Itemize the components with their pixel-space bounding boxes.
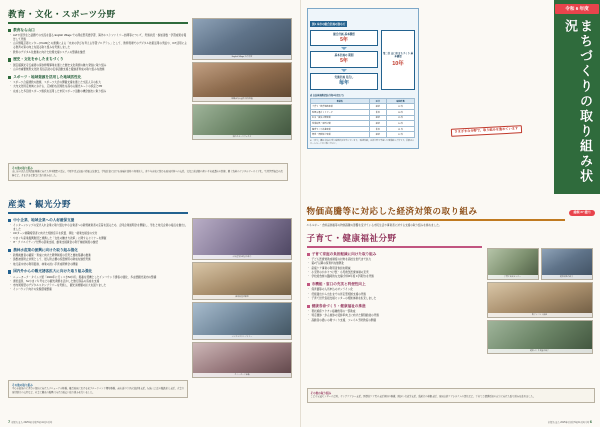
masthead-title: まちづくりの取り組み状況 — [563, 18, 593, 184]
bullet-square-icon — [8, 249, 11, 252]
block-childcare-burden — [307, 252, 482, 279]
flow-step-label: 基本計画の 期間 — [334, 54, 354, 58]
table-cell: 新規 — [369, 126, 387, 132]
side-label: 第二次 山口市まちづくり 基本構想 — [383, 52, 413, 59]
photo-caption: 健康づくり教室の様子 — [488, 349, 592, 353]
bullet-square-icon — [8, 58, 11, 61]
block-health — [307, 304, 482, 323]
list-item: ・ IT・クリエイティブ分野の起業支援、創業支援資金の利子補給制度の継続 — [13, 241, 188, 245]
bullet-list — [8, 81, 188, 93]
block-heading: 健康寿命づくり・健康福祉の推進 — [311, 303, 366, 308]
photo-caption: 新規就農者研修 — [193, 295, 291, 299]
list-item: ・ 地元産木材の利用促進、林業の担い手育成研修会の開催 — [13, 263, 188, 267]
list-item: ・ 山口市重要無形文化財 民俗芸能の伝承活動支援と後継者育成の取り組みを推進 — [13, 68, 188, 72]
table-cell: 14 件 — [387, 121, 415, 127]
note-body: 中心市街地のにぎわい創出に向けたリニューアル整備、離島地域における光ブロードバンド環境整備、商店街の空き店舗活用支援、伝統工芸品の販路拡大支援、企業立地奨励金の交付など、産業と観光の振興に向けた幅広い取り組みを行いました。 — [12, 388, 184, 394]
block-heading: 教育なら山口 — [13, 28, 35, 32]
list-item: ・ ALTや留学生と話題での交流を図る English Village での滞在型英語学習、海外ホストファミリー訪問等について、実施状況・参加者数・学習成果を報告して実施 — [13, 34, 188, 42]
flow-step-value: 5年 — [340, 58, 348, 65]
photo-caption: 健康相談の様子 — [542, 275, 592, 279]
list-item: ・ 産後ケア事業の利用者負担を軽減 — [312, 267, 482, 271]
flow-step — [310, 51, 378, 68]
chart-panel-heading: 図1 本市の総合計画の進め方 — [312, 22, 346, 26]
table-cell: 防災・減災対策事業 — [311, 115, 370, 121]
table-cell: 22 件 — [387, 104, 415, 110]
bullet-square-icon — [8, 270, 11, 273]
page-number: 6 — [589, 419, 592, 424]
list-item: ・ 保育園等の入所申込のオンライン化 — [312, 288, 482, 292]
block-sports — [8, 75, 188, 94]
block-education-yamaguchi — [8, 28, 188, 54]
photo — [487, 248, 539, 280]
list-item: ・ インバウンド向けの免税環境整備 — [13, 288, 188, 292]
table-col-header: 取組件数 — [387, 98, 415, 104]
side-value: 10年 — [392, 61, 404, 68]
list-item: ・ やまぐち産業振興財団と連携した「女性の働き方改革」に関するセミナーを開催 — [13, 237, 188, 241]
photo — [192, 342, 292, 378]
list-item: ・ 学校給食費の臨時的な支援(令和6年度 1学期分)を実施 — [312, 275, 482, 279]
bullet-list — [8, 276, 188, 293]
photo — [192, 262, 292, 300]
block-heading: 歴史・文化をかしたまちづくり — [13, 57, 64, 62]
data-table — [310, 98, 415, 138]
folio-text: 市報ちまた 2025年(令和7年)11月1日号 — [547, 421, 590, 424]
list-item: ・ 鳥獣被害防止対策として、侵入防止柵の設置費用の助成を継続実施 — [13, 258, 188, 262]
block-history-culture — [8, 57, 188, 71]
table-cell: 21 件 — [387, 126, 415, 132]
section-education — [8, 8, 188, 96]
block-heading: 農林水産業の振興に向けた取り組み強化 — [13, 247, 78, 252]
table-cell: 12 件 — [387, 132, 415, 138]
bullet-square-icon — [307, 305, 310, 308]
photo — [541, 248, 593, 280]
note-body: 山口市の新たな図書館整備に向けた基本構想の策定、中原中也記念館の開館記念事業、学校給食における地場産食材の利用拡大、青少年育成に関わる地域団体への支援、文化芸術活動の担い手育成講座の開催、郷土資料のデジタルアーカイブ化、生涯学習施設の改修など、さまざまな事業に取り組みました。 — [12, 171, 283, 177]
list-item: ・ 第2子以降の保育料を無償化 — [312, 262, 482, 266]
bullet-square-icon — [307, 253, 310, 256]
block-heading: スポーツ・地域資源を活用した地域活性化 — [13, 74, 82, 79]
list-item: ・ インターンシップの受け入れ企業に取り組む中小企業者への新規就業者の定着を図るため、合同企業説明会を開催し、学生と地元企業の接点を創出しました — [13, 224, 188, 232]
section-industry — [8, 198, 188, 295]
photo-column-industry — [192, 218, 292, 378]
list-item: ・ UJIターン就職希望者に向けた相談窓口を設置、移住・就業支援金の交付 — [13, 232, 188, 236]
photo — [487, 282, 593, 318]
note-title: その他の取り組み — [12, 166, 33, 170]
bullet-list — [8, 254, 188, 266]
photo-column-education — [192, 18, 292, 140]
list-item: ・ 山口情報芸術センター(YCAM)との連携による「未来の学びを考える学習プログラム」として、教育現場でのデジタル技術活用の実証や、ICT活用による教育の質の向上を図る取り組みを実施しました — [13, 42, 188, 50]
photo-caption: 瑠璃光寺五重塔 保存修理 — [193, 97, 291, 101]
bullet-list — [307, 310, 482, 322]
flow-step — [310, 73, 378, 90]
list-item: ・ 高齢者の通いの場づくり支援、フレイル予防教室の開催 — [312, 319, 482, 323]
photo — [192, 218, 292, 260]
table-cell: 環境・景観保全事業 — [311, 132, 370, 138]
bullet-square-icon — [307, 283, 310, 286]
photo — [192, 104, 292, 140]
note-title: その他の取り組み — [310, 391, 332, 395]
amount-badge: 総額 27 億円 — [569, 210, 594, 216]
bullet-list — [8, 224, 188, 245]
block-tourism — [8, 269, 188, 292]
section-title-education: 教育・文化・スポーツ分野 — [8, 8, 188, 24]
section-price-body: エネルギー・食料品価格等の物価高騰の影響を受けている市民生活や事業者に対する支援の取り組みを進めました。 — [306, 224, 442, 227]
arrow-down-icon — [341, 69, 347, 72]
table-cell: 子育て・教育連携事業 — [311, 104, 370, 110]
bullet-list — [8, 64, 188, 72]
chart-panel — [307, 8, 419, 149]
photo-caption: 親子イベント開催 — [488, 313, 592, 317]
section-childcare — [307, 232, 482, 325]
note-education — [8, 163, 288, 181]
year-badge: 令和 6 年度 — [555, 4, 599, 14]
block-heading: 市機能・窓口の充実と利便性向上 — [311, 282, 366, 287]
list-item: ・ 小児科のかかりつけ医・小児救急医療体制の充実 — [312, 271, 482, 275]
flow-step-value: 毎年 — [338, 80, 349, 86]
table-cell: 25 件 — [387, 115, 415, 121]
table-cell: 18 件 — [387, 109, 415, 115]
photo-caption: 市民スポーツフェスタ — [193, 135, 291, 139]
note-childcare — [307, 388, 595, 403]
bullet-square-icon — [8, 76, 11, 79]
list-item: ・ 新規就農者の確保・育成に向けた研修制度の充実と農地集積の推進 — [13, 254, 188, 258]
photo-column-childcare — [487, 248, 593, 354]
table-col-header: 事業名 — [311, 98, 370, 104]
stamp-area — [431, 118, 543, 136]
photo-caption: デジタルスタンプラリー — [193, 335, 291, 339]
list-item: ・ 教育のデジタル化推進に向けた校務支援システムの整備を継続 — [13, 51, 188, 55]
table-cell: 地域交通ネットワーク — [311, 109, 370, 115]
note-title: その他の取り組み — [12, 383, 33, 387]
bullet-list — [8, 34, 188, 54]
bullet-square-icon — [8, 29, 11, 32]
list-item: ・ 市内周遊型のデジタルスタンプラリーを実施し、観光消費額の拡大を図りました — [13, 284, 188, 288]
photo-caption: English Village での学習 — [193, 55, 291, 59]
block-heading: 国内外からの観光誘客拡大に向けた取り組み強化 — [13, 269, 93, 274]
photo — [192, 18, 292, 60]
table-cell: 継続 — [369, 121, 387, 127]
list-item: ・ 帯状疱疹ワクチン接種費用の一部助成 — [312, 310, 482, 314]
section-title-childcare: 子育て・健康福祉分野 — [307, 232, 482, 248]
section-price-measures — [307, 205, 595, 228]
folio-left — [8, 419, 52, 424]
list-item: ・ 子ども医療費助成制度の対象を高校生世代まで拡大 — [312, 258, 482, 262]
section-title-industry: 産業・観光分野 — [8, 198, 188, 214]
masthead — [554, 0, 600, 194]
arrow-down-icon — [341, 47, 347, 50]
list-item: ・ スポーツ合宿誘致の推進、スポーツ大会の開催支援を通じた交流人口の拡大 — [13, 81, 188, 85]
photo-caption: スノーボード体験 — [193, 373, 291, 377]
table-cell: 継続 — [369, 115, 387, 121]
table-row — [311, 132, 415, 138]
table-col-header: 区分 — [369, 98, 387, 104]
photo — [192, 302, 292, 340]
table-footnote: ※ 「区分」欄は令和6年度の取組状況を示しています。「取組件数」は各分野で実施した事業数の合計です。詳細は市ホームページをご覧ください。 — [310, 139, 415, 145]
page-number: 7 — [8, 419, 11, 424]
block-service-window — [307, 282, 482, 301]
table-cell: 継続 — [369, 132, 387, 138]
note-industry — [8, 380, 188, 398]
table-cell: 健康づくり推進事業 — [311, 126, 370, 132]
flow-step-label: 総合計画 基本構想 — [333, 32, 355, 36]
flow-step-label: 実施計画 見直し — [334, 76, 354, 79]
section-title-price: 物価高騰等に対応した経済対策の取り組み — [307, 205, 566, 221]
right-page — [300, 0, 600, 427]
block-sme-hr — [8, 218, 188, 245]
folio-text: 市報ちまた 2025年(令和7年)11月1日号 — [10, 421, 53, 424]
bullet-list — [307, 288, 482, 300]
block-heading: 中小企業、地域企業への人材確保支援 — [13, 218, 75, 222]
list-item: ・ 湯田温泉、SLやまぐち号などの観光資源を活かした旅行商品の造成を支援 — [13, 280, 188, 284]
block-agriculture — [8, 248, 188, 267]
flow-step-value: 5年 — [340, 36, 348, 43]
table-cell: 産業振興・雇用対策 — [311, 121, 370, 127]
list-item: ・ 妊娠届出から出生までの伴走型相談支援の実施 — [312, 293, 482, 297]
folio-right — [548, 419, 592, 424]
block-heading: 子育て家庭の負担軽減に向けた取り組み — [311, 252, 377, 256]
photo — [487, 320, 593, 354]
list-item: ・ ニューヨーク・タイムズ紙「2024年に行くべき52か所」掲載を契機としたインバウンド誘客の強化、多言語観光案内の整備 — [13, 276, 188, 280]
list-item: ・ 子育て世代包括支援センターの相談体制を拡充しました — [312, 297, 482, 301]
table-heading: 表 自治体連携状況(令和6年度まで) — [310, 94, 344, 97]
table-cell: 新規 — [369, 109, 387, 115]
photo-caption: 合同企業説明会の様子 — [193, 255, 291, 259]
stamp-badge: さまざまな分野で、取り組みを進めています — [451, 125, 522, 137]
photo-caption: 子育て支援センター — [488, 275, 538, 279]
list-item: ・ 特定健診・がん検診の受診率向上に向けた個別勧奨の実施 — [312, 314, 482, 318]
list-item: ・ 完成した多目的スポーツ施設を活用した市民スポーツ活動の機会創出に取り組み — [13, 90, 188, 94]
table-cell: 継続 — [369, 104, 387, 110]
bullet-square-icon — [8, 219, 11, 222]
bullet-list — [307, 258, 482, 279]
note-body: こども家庭センターの設置、ヤングケアラー支援、医療的ケア児の支援体制の整備、障がい者就労支援、高齢者の移動支援、地域包括ケアシステムの深化など、子育てと健康福祉の充実に向けた取り組みを進めました。 — [310, 396, 536, 399]
flow-step — [310, 30, 378, 47]
list-item: ・ 大内文化特定地域における、広域的な回遊性を高める観光ルートの設定とPR — [13, 85, 188, 89]
photo — [192, 62, 292, 102]
list-item: ・ 国宝瑠璃光寺五重塔の保存修理事業を通じた歴史文化資源の魅力発信に取り組み — [13, 64, 188, 68]
